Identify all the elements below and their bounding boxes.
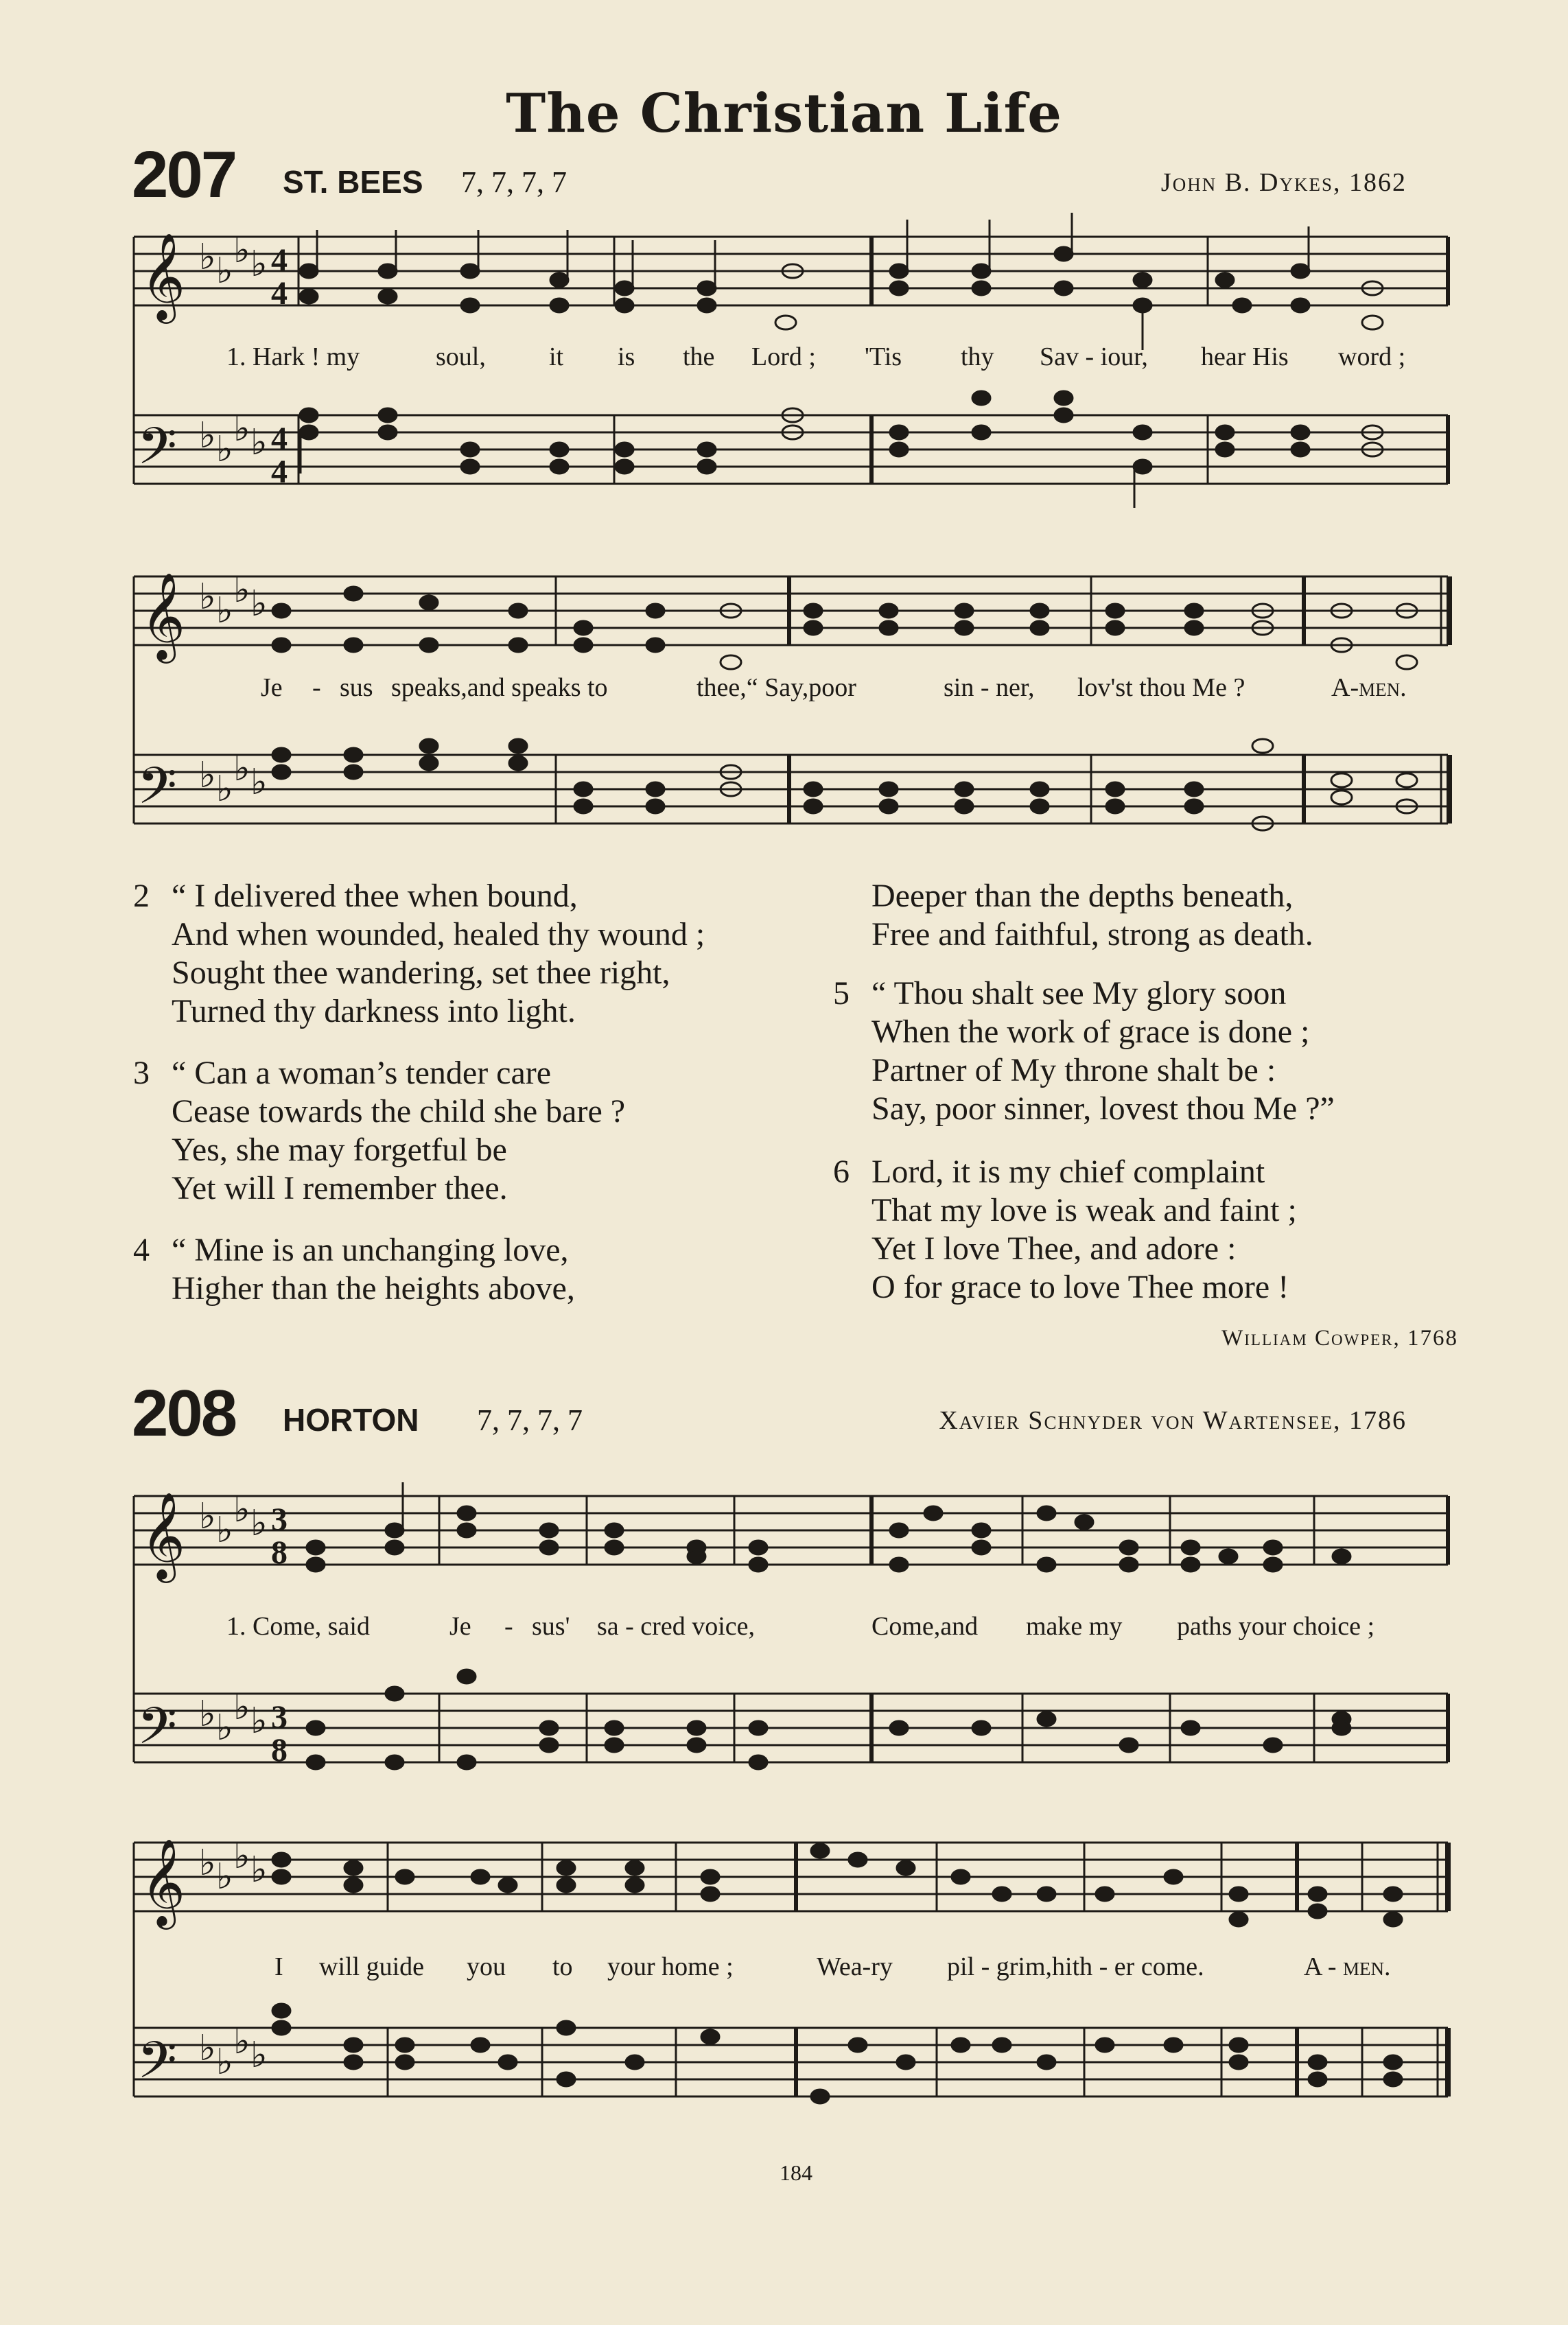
verse-line: Turned thy darkness into light. [172, 993, 576, 1029]
svg-text:3: 3 [271, 1699, 288, 1736]
verse-line: “ Thou shalt see My glory soon [871, 975, 1287, 1012]
verse-number: 5 [833, 975, 850, 1012]
hymn-208-tune-name: HORTON [283, 1402, 419, 1438]
hymn-208-lyric-word: to [552, 1952, 573, 1981]
hymn-208-number: 208 [132, 1377, 236, 1450]
svg-text:♭: ♭ [199, 1843, 216, 1884]
treble-clef-icon: 𝄞 [141, 232, 186, 320]
hymn-207-lyric-word: Sav - iour, [1040, 342, 1148, 371]
hymn-208-lyric-word: sa - cred voice, [597, 1612, 755, 1641]
hymn-208-composer: Xavier Schnyder von Wartensee, 1786 [939, 1406, 1407, 1435]
svg-text:♭: ♭ [216, 1510, 233, 1551]
verse-4 [133, 1231, 575, 1308]
svg-text:♭: ♭ [233, 1489, 250, 1530]
verse-line: Sought thee wandering, set thee right, [172, 955, 670, 991]
verse-line: Say, poor sinner, lovest thou Me ?” [871, 1090, 1335, 1127]
svg-text:♭: ♭ [233, 570, 250, 611]
svg-text:𝄢: 𝄢 [137, 756, 177, 828]
hymn-207-number: 207 [132, 138, 236, 211]
verse-line: Higher than the heights above, [172, 1270, 575, 1307]
verse-line: Cease towards the child she bare ? [172, 1093, 626, 1130]
hymn-207-lyric-word: it [549, 342, 564, 371]
hymn-207-lyric-word: speaks,and speaks to [391, 673, 608, 702]
hymn-207-lyric-word: Je [261, 673, 283, 702]
hymn-208-lyric-word: Come,and [871, 1612, 979, 1641]
svg-text:♭: ♭ [250, 244, 268, 285]
verse-line: When the work of grace is done ; [871, 1014, 1310, 1050]
hymn-207-tune-name: ST. BEES [283, 164, 423, 200]
svg-text:♭: ♭ [216, 769, 233, 810]
verse-line: O for grace to love Thee more ! [871, 1269, 1289, 1305]
verse-line: And when wounded, healed thy wound ; [172, 916, 705, 953]
svg-text:𝄞: 𝄞 [141, 572, 186, 659]
svg-text:𝄞: 𝄞 [141, 1838, 186, 1926]
verse-line: Yet will I remember thee. [172, 1170, 508, 1206]
svg-text:♭: ♭ [199, 1496, 216, 1537]
verse-3 [133, 1054, 626, 1208]
hymn-208-music-score [0, 1441, 1568, 2169]
verse-line: Lord, it is my chief complaint [871, 1154, 1265, 1190]
verse-line: “ Mine is an unchanging love, [172, 1232, 569, 1268]
svg-text:♭: ♭ [250, 1849, 268, 1891]
svg-text:♭: ♭ [216, 2042, 233, 2083]
svg-text:4: 4 [271, 421, 288, 457]
svg-text:3: 3 [271, 1502, 288, 1538]
hymn-207-lyric-word: is [618, 342, 635, 371]
hymn-207-lyric-word: thee,“ Say,poor [697, 673, 856, 702]
svg-text:♭: ♭ [199, 2028, 216, 2069]
verse-number: 4 [133, 1232, 150, 1268]
verse-number: 2 [133, 878, 150, 914]
svg-text:♭: ♭ [199, 576, 216, 618]
svg-text:♭: ♭ [250, 762, 268, 803]
hymn-208-lyric-word: Wea-ry [817, 1952, 893, 1981]
verse-4-continued [871, 877, 1313, 954]
hymn-207-author: William Cowper, 1768 [1221, 1326, 1458, 1351]
svg-text:♭: ♭ [233, 230, 250, 271]
hymn-207-lyric-word: thy [961, 342, 994, 371]
svg-text:♭: ♭ [199, 1694, 216, 1735]
verse-line: “ Can a woman’s tender care [172, 1055, 552, 1091]
svg-text:♭: ♭ [216, 1707, 233, 1749]
hymn-208-lyric-word: you [467, 1952, 506, 1981]
verse-line: Partner of My throne shalt be : [871, 1052, 1276, 1088]
hymn-208-amen: A - men. [1304, 1952, 1391, 1981]
hymn-208-lyric-word: sus' [532, 1612, 570, 1641]
svg-text:♭: ♭ [250, 583, 268, 624]
verse-number: 6 [833, 1154, 850, 1190]
verse-line: Free and faithful, strong as death. [871, 916, 1313, 953]
hymn-208-lyric-word: paths your choice ; [1177, 1612, 1375, 1641]
verse-6 [833, 1153, 1297, 1307]
svg-text:♭: ♭ [233, 2021, 250, 2062]
svg-text:♭: ♭ [233, 1836, 250, 1877]
hymn-207-lyric-word: 1. Hark ! my [226, 342, 360, 371]
verse-number: 3 [133, 1055, 150, 1091]
hymn-207-amen: A-men. [1331, 673, 1407, 702]
hymn-207-lyric-word: soul, [436, 342, 486, 371]
hymn-208-lyric-word: - [504, 1612, 513, 1641]
verse-line: That my love is weak and faint ; [871, 1192, 1297, 1228]
verse-line: “ I delivered thee when bound, [172, 878, 578, 914]
hymn-207-lyric-word: - [312, 673, 321, 702]
hymn-207-lyric-word: sus [340, 673, 373, 702]
verse-5 [833, 974, 1335, 1128]
svg-text:♭: ♭ [199, 755, 216, 796]
svg-text:𝄢: 𝄢 [137, 1696, 177, 1768]
verse-line: Yet I love Thee, and adore : [871, 1230, 1237, 1267]
hymn-207-lyric-word: the [683, 342, 715, 371]
hymn-208-lyric-word: make my [1026, 1612, 1123, 1641]
hymn-208-lyric-word: Je [449, 1612, 471, 1641]
verse-line: Yes, she may forgetful be [172, 1132, 507, 1168]
svg-text:♭: ♭ [250, 422, 268, 463]
svg-text:♭: ♭ [250, 1503, 268, 1544]
hymn-207-lyric-word: hear His [1201, 342, 1289, 371]
svg-text:8: 8 [271, 1534, 288, 1571]
hymn-207-music-score [0, 0, 1568, 858]
hymn-208-meter: 7, 7, 7, 7 [477, 1403, 583, 1437]
svg-text:8: 8 [271, 1732, 288, 1768]
svg-text:♭: ♭ [233, 1687, 250, 1728]
svg-text:𝄢: 𝄢 [137, 2031, 177, 2103]
hymn-207-lyric-word: lov'st thou Me ? [1077, 673, 1245, 702]
section-title: The Christian Life [506, 82, 1062, 145]
hymn-208-lyric-word: your home ; [607, 1952, 734, 1981]
svg-text:𝄞: 𝄞 [141, 1491, 186, 1579]
hymn-207-system-1-treble-staff [134, 237, 1448, 305]
svg-text:4: 4 [271, 242, 288, 279]
svg-text:♭: ♭ [250, 2035, 268, 2076]
svg-text:4: 4 [271, 454, 288, 490]
svg-text:♭: ♭ [233, 748, 250, 789]
hymn-207-composer: John B. Dykes, 1862 [1160, 168, 1407, 197]
svg-text:♭: ♭ [233, 408, 250, 449]
hymn-207-meter: 7, 7, 7, 7 [461, 165, 567, 199]
bass-clef-icon: 𝄢 [137, 417, 177, 489]
svg-text:4: 4 [271, 275, 288, 312]
hymn-208-lyric-word: pil - grim,hith - er come. [947, 1952, 1204, 1981]
svg-text:♭: ♭ [216, 590, 233, 631]
hymn-207-lyric-word: Lord ; [751, 342, 816, 371]
hymn-207-lyric-word: sin - ner, [944, 673, 1035, 702]
svg-text:♭: ♭ [216, 429, 233, 470]
svg-text:♭: ♭ [216, 250, 233, 292]
svg-text:♭: ♭ [216, 1856, 233, 1897]
page-number: 184 [780, 2160, 812, 2185]
verse-2 [133, 877, 705, 1031]
hymn-207-lyric-word: 'Tis [865, 342, 902, 371]
hymn-208-lyric-word: 1. Come, said [226, 1612, 370, 1641]
hymn-207-lyric-word: word ; [1338, 342, 1406, 371]
svg-text:♭: ♭ [199, 237, 216, 278]
hymn-208-lyric-word: will guide [319, 1952, 425, 1981]
svg-text:♭: ♭ [199, 415, 216, 456]
hymn-208-lyric-word: I [274, 1952, 283, 1981]
svg-text:♭: ♭ [250, 1701, 268, 1742]
verse-line: Deeper than the depths beneath, [871, 878, 1294, 914]
